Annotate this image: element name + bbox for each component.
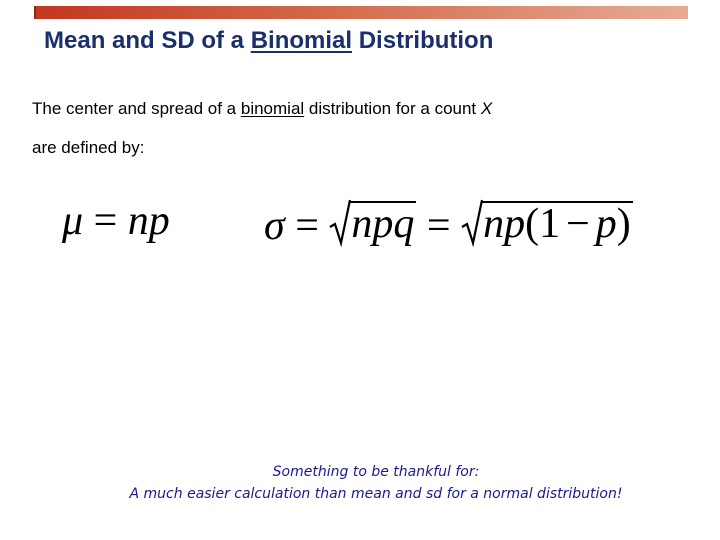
header-accent-edge — [34, 6, 36, 19]
body-line-1-before: The center and spread of a — [32, 99, 241, 118]
mean-expression: np — [127, 198, 170, 244]
sd-equals-1: = — [295, 203, 319, 249]
title-text-after: Distribution — [352, 27, 494, 54]
footer-note-line-2: A much easier calculation than mean and sd for a normal distribution! — [129, 486, 623, 502]
radicand-np-one-minus-p — [481, 201, 633, 245]
radicand-minus: − — [566, 201, 590, 247]
sqrt-np-one-minus-p — [461, 197, 633, 247]
footer-note-line-1: Something to be thankful for: — [272, 464, 480, 480]
body-line-1 — [32, 99, 492, 119]
mean-formula — [62, 200, 170, 242]
radical-sign-icon — [329, 197, 351, 247]
radical-sign-icon — [461, 197, 483, 247]
radicand-np: np — [483, 201, 526, 247]
mean-equals: = — [93, 198, 118, 244]
title-text-before: Mean and SD of a — [44, 27, 251, 54]
radicand-close: ) — [616, 201, 631, 247]
sd-formula — [264, 197, 633, 247]
body-line-1-after: distribution for a count — [304, 99, 481, 118]
body-line-1-underlined: binomial — [240, 99, 305, 118]
slide-title — [44, 27, 493, 55]
body-line-1-variable: X — [480, 99, 493, 118]
radicand-npq: npq — [351, 201, 415, 247]
radicand-open-one: (1 — [525, 201, 561, 247]
radicand-p: p — [595, 201, 617, 247]
sd-equals-2: = — [426, 203, 451, 249]
title-text-underlined: Binomial — [250, 27, 353, 54]
header-accent-bar — [34, 6, 688, 19]
sqrt-npq — [329, 197, 416, 247]
sd-symbol: σ — [264, 203, 285, 249]
mean-symbol: μ — [62, 198, 84, 244]
body-line-2: are defined by: — [32, 138, 145, 157]
